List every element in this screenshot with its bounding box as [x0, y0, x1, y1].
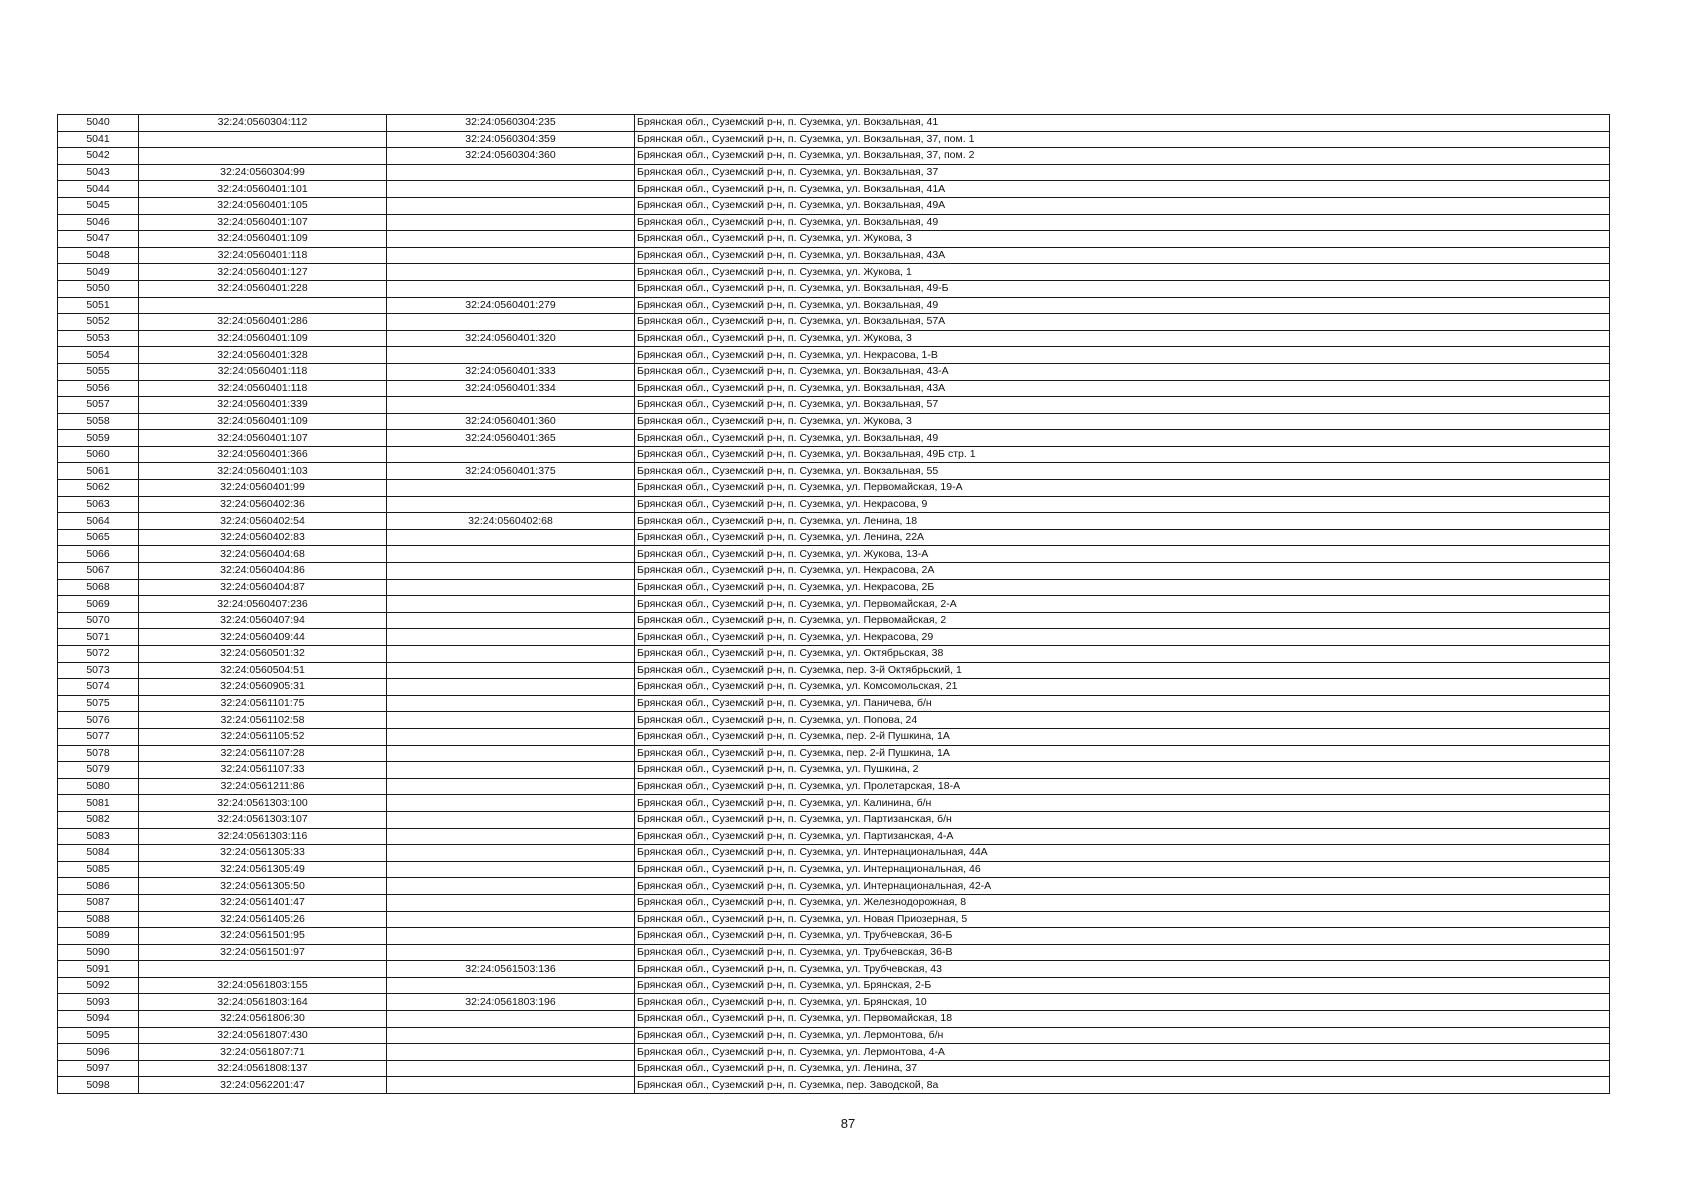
related-cadastral-number-cell: [387, 164, 635, 181]
related-cadastral-number-cell: [387, 1027, 635, 1044]
related-cadastral-number-cell: [387, 214, 635, 231]
address-cell: Брянская обл., Суземский р-н, п. Суземка, пер. 3-й Октябрьский, 1: [635, 662, 1610, 679]
related-cadastral-number-cell: [387, 762, 635, 779]
related-cadastral-number-cell: [387, 894, 635, 911]
related-cadastral-number-cell: 32:24:0560402:68: [387, 513, 635, 530]
row-number-cell: 5095: [58, 1027, 139, 1044]
cadastral-number-cell: 32:24:0561806:30: [139, 1011, 387, 1028]
related-cadastral-number-cell: [387, 679, 635, 696]
address-cell: Брянская обл., Суземский р-н, п. Суземка, ул. Партизанская, б/н: [635, 811, 1610, 828]
row-number-cell: 5048: [58, 247, 139, 264]
table-row: [58, 264, 1610, 281]
row-number-cell: 5052: [58, 314, 139, 331]
address-cell: Брянская обл., Суземский р-н, п. Суземка, ул. Вокзальная, 49А: [635, 197, 1610, 214]
related-cadastral-number-cell: [387, 1077, 635, 1094]
table-row: [58, 181, 1610, 198]
address-cell: Брянская обл., Суземский р-н, п. Суземка, ул. Вокзальная, 49: [635, 297, 1610, 314]
related-cadastral-number-cell: [387, 878, 635, 895]
address-cell: Брянская обл., Суземский р-н, п. Суземка, ул. Попова, 24: [635, 712, 1610, 729]
row-number-cell: 5087: [58, 894, 139, 911]
row-number-cell: 5072: [58, 646, 139, 663]
related-cadastral-number-cell: [387, 496, 635, 513]
cadastral-number-cell: 32:24:0560905:31: [139, 679, 387, 696]
related-cadastral-number-cell: 32:24:0560401:365: [387, 430, 635, 447]
cadastral-number-cell: 32:24:0561405:26: [139, 911, 387, 928]
related-cadastral-number-cell: [387, 347, 635, 364]
table-row: [58, 795, 1610, 812]
cadastral-number-cell: 32:24:0560401:127: [139, 264, 387, 281]
address-cell: Брянская обл., Суземский р-н, п. Суземка, ул. Лермонтова, 4-А: [635, 1044, 1610, 1061]
address-cell: Брянская обл., Суземский р-н, п. Суземка, ул. Вокзальная, 37, пом. 1: [635, 131, 1610, 148]
cadastral-number-cell: 32:24:0560401:328: [139, 347, 387, 364]
address-cell: Брянская обл., Суземский р-н, п. Суземка, ул. Вокзальная, 49Б стр. 1: [635, 446, 1610, 463]
address-cell: Брянская обл., Суземский р-н, п. Суземка, ул. Ленина, 22А: [635, 529, 1610, 546]
cadastral-number-cell: 32:24:0560402:83: [139, 529, 387, 546]
table-row: [58, 131, 1610, 148]
table-row: [58, 1044, 1610, 1061]
row-number-cell: 5044: [58, 181, 139, 198]
row-number-cell: 5093: [58, 994, 139, 1011]
related-cadastral-number-cell: [387, 231, 635, 248]
table-row: [58, 430, 1610, 447]
row-number-cell: 5077: [58, 728, 139, 745]
table-row: [58, 380, 1610, 397]
cadastral-number-cell: [139, 148, 387, 165]
cadastral-number-cell: 32:24:0560401:109: [139, 231, 387, 248]
related-cadastral-number-cell: [387, 280, 635, 297]
table-row: [58, 579, 1610, 596]
cadastral-number-cell: 32:24:0560404:68: [139, 546, 387, 563]
address-cell: Брянская обл., Суземский р-н, п. Суземка, ул. Трубчевская, 36-Б: [635, 928, 1610, 945]
row-number-cell: 5073: [58, 662, 139, 679]
row-number-cell: 5061: [58, 463, 139, 480]
address-cell: Брянская обл., Суземский р-н, п. Суземка, ул. Некрасова, 2А: [635, 563, 1610, 580]
table-row: [58, 994, 1610, 1011]
cadastral-number-cell: 32:24:0561105:52: [139, 728, 387, 745]
cadastral-number-cell: 32:24:0560404:87: [139, 579, 387, 596]
row-number-cell: 5094: [58, 1011, 139, 1028]
table-row: [58, 745, 1610, 762]
table-row: [58, 977, 1610, 994]
table-row: [58, 280, 1610, 297]
table-row: [58, 546, 1610, 563]
cadastral-number-cell: 32:24:0560409:44: [139, 629, 387, 646]
row-number-cell: 5084: [58, 845, 139, 862]
table-row: [58, 712, 1610, 729]
table-row: [58, 480, 1610, 497]
cadastral-number-cell: 32:24:0561501:95: [139, 928, 387, 945]
cadastral-number-cell: 32:24:0560402:36: [139, 496, 387, 513]
address-cell: Брянская обл., Суземский р-н, п. Суземка, ул. Лермонтова, б/н: [635, 1027, 1610, 1044]
related-cadastral-number-cell: [387, 579, 635, 596]
table-row: [58, 330, 1610, 347]
address-cell: Брянская обл., Суземский р-н, п. Суземка, ул. Вокзальная, 43-А: [635, 363, 1610, 380]
address-cell: Брянская обл., Суземский р-н, п. Суземка, пер. Заводской, 8а: [635, 1077, 1610, 1094]
cadastral-number-cell: 32:24:0561807:430: [139, 1027, 387, 1044]
address-cell: Брянская обл., Суземский р-н, п. Суземка, ул. Жукова, 3: [635, 231, 1610, 248]
table-row: [58, 397, 1610, 414]
table-row: [58, 728, 1610, 745]
address-cell: Брянская обл., Суземский р-н, п. Суземка, ул. Некрасова, 1-В: [635, 347, 1610, 364]
row-number-cell: 5083: [58, 828, 139, 845]
row-number-cell: 5096: [58, 1044, 139, 1061]
table-row: [58, 1011, 1610, 1028]
related-cadastral-number-cell: 32:24:0560401:375: [387, 463, 635, 480]
cadastral-number-cell: 32:24:0561102:58: [139, 712, 387, 729]
address-cell: Брянская обл., Суземский р-н, п. Суземка, ул. Вокзальная, 55: [635, 463, 1610, 480]
related-cadastral-number-cell: [387, 828, 635, 845]
related-cadastral-number-cell: [387, 197, 635, 214]
address-cell: Брянская обл., Суземский р-н, п. Суземка, ул. Вокзальная, 37, пом. 2: [635, 148, 1610, 165]
address-cell: Брянская обл., Суземский р-н, п. Суземка, ул. Пролетарская, 18-А: [635, 778, 1610, 795]
cadastral-number-cell: 32:24:0560401:118: [139, 247, 387, 264]
row-number-cell: 5068: [58, 579, 139, 596]
address-cell: Брянская обл., Суземский р-н, п. Суземка, ул. Некрасова, 9: [635, 496, 1610, 513]
cadastral-number-cell: 32:24:0562201:47: [139, 1077, 387, 1094]
table-row: [58, 646, 1610, 663]
related-cadastral-number-cell: 32:24:0560401:320: [387, 330, 635, 347]
table-row: [58, 529, 1610, 546]
cadastral-number-cell: 32:24:0560402:54: [139, 513, 387, 530]
table-row: [58, 563, 1610, 580]
row-number-cell: 5075: [58, 695, 139, 712]
related-cadastral-number-cell: [387, 247, 635, 264]
table-row: [58, 513, 1610, 530]
cadastral-number-cell: 32:24:0560304:112: [139, 115, 387, 132]
row-number-cell: 5080: [58, 778, 139, 795]
table-row: [58, 679, 1610, 696]
address-cell: Брянская обл., Суземский р-н, п. Суземка, ул. Жукова, 3: [635, 413, 1610, 430]
related-cadastral-number-cell: [387, 977, 635, 994]
row-number-cell: 5074: [58, 679, 139, 696]
cadastral-number-cell: 32:24:0561303:100: [139, 795, 387, 812]
related-cadastral-number-cell: [387, 480, 635, 497]
address-cell: Брянская обл., Суземский р-н, п. Суземка, ул. Вокзальная, 57А: [635, 314, 1610, 331]
address-cell: Брянская обл., Суземский р-н, п. Суземка, ул. Трубчевская, 43: [635, 961, 1610, 978]
table-row: [58, 115, 1610, 132]
cadastral-number-cell: 32:24:0561305:49: [139, 861, 387, 878]
address-cell: Брянская обл., Суземский р-н, п. Суземка, ул. Ленина, 37: [635, 1060, 1610, 1077]
cadastral-number-cell: 32:24:0561401:47: [139, 894, 387, 911]
cadastral-number-cell: 32:24:0560401:366: [139, 446, 387, 463]
related-cadastral-number-cell: 32:24:0560304:359: [387, 131, 635, 148]
cadastral-number-cell: 32:24:0561211:86: [139, 778, 387, 795]
related-cadastral-number-cell: 32:24:0561503:136: [387, 961, 635, 978]
table-row: [58, 148, 1610, 165]
cadastral-number-cell: 32:24:0560504:51: [139, 662, 387, 679]
cadastral-number-cell: 32:24:0561501:97: [139, 944, 387, 961]
address-cell: Брянская обл., Суземский р-н, п. Суземка, ул. Жукова, 13-А: [635, 546, 1610, 563]
cadastral-number-cell: 32:24:0560501:32: [139, 646, 387, 663]
related-cadastral-number-cell: [387, 546, 635, 563]
cadastral-number-cell: 32:24:0560401:101: [139, 181, 387, 198]
row-number-cell: 5049: [58, 264, 139, 281]
address-cell: Брянская обл., Суземский р-н, п. Суземка, ул. Некрасова, 29: [635, 629, 1610, 646]
address-cell: Брянская обл., Суземский р-н, п. Суземка, ул. Вокзальная, 57: [635, 397, 1610, 414]
table-row: [58, 845, 1610, 862]
cadastral-number-cell: 32:24:0560401:107: [139, 430, 387, 447]
row-number-cell: 5058: [58, 413, 139, 430]
cadastral-number-cell: [139, 961, 387, 978]
row-number-cell: 5066: [58, 546, 139, 563]
table-row: [58, 214, 1610, 231]
related-cadastral-number-cell: [387, 264, 635, 281]
row-number-cell: 5064: [58, 513, 139, 530]
address-cell: Брянская обл., Суземский р-н, п. Суземка, ул. Жукова, 3: [635, 330, 1610, 347]
property-registry-table: [57, 114, 1610, 1094]
cadastral-number-cell: 32:24:0561305:50: [139, 878, 387, 895]
related-cadastral-number-cell: [387, 629, 635, 646]
address-cell: Брянская обл., Суземский р-н, п. Суземка, ул. Жукова, 1: [635, 264, 1610, 281]
related-cadastral-number-cell: [387, 778, 635, 795]
row-number-cell: 5050: [58, 280, 139, 297]
table-row: [58, 695, 1610, 712]
related-cadastral-number-cell: [387, 712, 635, 729]
row-number-cell: 5097: [58, 1060, 139, 1077]
row-number-cell: 5081: [58, 795, 139, 812]
row-number-cell: 5070: [58, 612, 139, 629]
address-cell: Брянская обл., Суземский р-н, п. Суземка, ул. Интернациональная, 44А: [635, 845, 1610, 862]
address-cell: Брянская обл., Суземский р-н, п. Суземка, ул. Вокзальная, 49: [635, 430, 1610, 447]
cadastral-number-cell: 32:24:0560401:105: [139, 197, 387, 214]
cadastral-number-cell: 32:24:0561803:155: [139, 977, 387, 994]
table-row: [58, 629, 1610, 646]
table-row: [58, 347, 1610, 364]
cadastral-number-cell: 32:24:0561107:33: [139, 762, 387, 779]
address-cell: Брянская обл., Суземский р-н, п. Суземка, ул. Вокзальная, 49: [635, 214, 1610, 231]
related-cadastral-number-cell: 32:24:0560401:333: [387, 363, 635, 380]
row-number-cell: 5057: [58, 397, 139, 414]
table-row: [58, 363, 1610, 380]
related-cadastral-number-cell: [387, 446, 635, 463]
related-cadastral-number-cell: [387, 745, 635, 762]
row-number-cell: 5076: [58, 712, 139, 729]
address-cell: Брянская обл., Суземский р-н, п. Суземка, ул. Первомайская, 19-А: [635, 480, 1610, 497]
related-cadastral-number-cell: [387, 563, 635, 580]
cadastral-number-cell: 32:24:0560401:339: [139, 397, 387, 414]
related-cadastral-number-cell: [387, 695, 635, 712]
table-row: [58, 911, 1610, 928]
row-number-cell: 5092: [58, 977, 139, 994]
address-cell: Брянская обл., Суземский р-н, п. Суземка, пер. 2-й Пушкина, 1А: [635, 745, 1610, 762]
row-number-cell: 5065: [58, 529, 139, 546]
related-cadastral-number-cell: [387, 314, 635, 331]
table-row: [58, 197, 1610, 214]
row-number-cell: 5088: [58, 911, 139, 928]
cadastral-number-cell: 32:24:0560401:99: [139, 480, 387, 497]
row-number-cell: 5056: [58, 380, 139, 397]
row-number-cell: 5041: [58, 131, 139, 148]
cadastral-number-cell: 32:24:0561303:116: [139, 828, 387, 845]
row-number-cell: 5045: [58, 197, 139, 214]
cadastral-number-cell: 32:24:0561305:33: [139, 845, 387, 862]
address-cell: Брянская обл., Суземский р-н, п. Суземка, пер. 2-й Пушкина, 1А: [635, 728, 1610, 745]
table-row: [58, 961, 1610, 978]
row-number-cell: 5089: [58, 928, 139, 945]
related-cadastral-number-cell: [387, 861, 635, 878]
related-cadastral-number-cell: [387, 1044, 635, 1061]
table-row: [58, 612, 1610, 629]
table-row: [58, 231, 1610, 248]
address-cell: Брянская обл., Суземский р-н, п. Суземка, ул. Интернациональная, 46: [635, 861, 1610, 878]
row-number-cell: 5086: [58, 878, 139, 895]
registry-table-body: [58, 115, 1610, 1094]
row-number-cell: 5063: [58, 496, 139, 513]
row-number-cell: 5091: [58, 961, 139, 978]
row-number-cell: 5055: [58, 363, 139, 380]
related-cadastral-number-cell: [387, 728, 635, 745]
address-cell: Брянская обл., Суземский р-н, п. Суземка, ул. Новая Приозерная, 5: [635, 911, 1610, 928]
address-cell: Брянская обл., Суземский р-н, п. Суземка, ул. Первомайская, 2: [635, 612, 1610, 629]
address-cell: Брянская обл., Суземский р-н, п. Суземка, ул. Вокзальная, 43А: [635, 380, 1610, 397]
cadastral-number-cell: 32:24:0560401:107: [139, 214, 387, 231]
address-cell: Брянская обл., Суземский р-н, п. Суземка, ул. Калинина, б/н: [635, 795, 1610, 812]
address-cell: Брянская обл., Суземский р-н, п. Суземка, ул. Вокзальная, 49-Б: [635, 280, 1610, 297]
related-cadastral-number-cell: [387, 596, 635, 613]
address-cell: Брянская обл., Суземский р-н, п. Суземка, ул. Брянская, 2-Б: [635, 977, 1610, 994]
row-number-cell: 5053: [58, 330, 139, 347]
table-row: [58, 928, 1610, 945]
related-cadastral-number-cell: 32:24:0560401:334: [387, 380, 635, 397]
related-cadastral-number-cell: [387, 529, 635, 546]
address-cell: Брянская обл., Суземский р-н, п. Суземка, ул. Первомайская, 18: [635, 1011, 1610, 1028]
row-number-cell: 5079: [58, 762, 139, 779]
cadastral-number-cell: 32:24:0560401:228: [139, 280, 387, 297]
related-cadastral-number-cell: [387, 944, 635, 961]
cadastral-number-cell: 32:24:0560404:86: [139, 563, 387, 580]
address-cell: Брянская обл., Суземский р-н, п. Суземка, ул. Вокзальная, 41А: [635, 181, 1610, 198]
row-number-cell: 5043: [58, 164, 139, 181]
related-cadastral-number-cell: [387, 612, 635, 629]
page-number: 87: [840, 1116, 856, 1131]
table-row: [58, 828, 1610, 845]
table-row: [58, 1060, 1610, 1077]
row-number-cell: 5067: [58, 563, 139, 580]
table-row: [58, 247, 1610, 264]
related-cadastral-number-cell: [387, 662, 635, 679]
related-cadastral-number-cell: [387, 1060, 635, 1077]
cadastral-number-cell: 32:24:0560401:103: [139, 463, 387, 480]
row-number-cell: 5060: [58, 446, 139, 463]
table-row: [58, 762, 1610, 779]
table-row: [58, 944, 1610, 961]
cadastral-number-cell: 32:24:0561303:107: [139, 811, 387, 828]
cadastral-number-cell: 32:24:0560401:118: [139, 380, 387, 397]
cadastral-number-cell: 32:24:0560401:109: [139, 330, 387, 347]
row-number-cell: 5098: [58, 1077, 139, 1094]
row-number-cell: 5059: [58, 430, 139, 447]
table-row: [58, 1077, 1610, 1094]
address-cell: Брянская обл., Суземский р-н, п. Суземка, ул. Октябрьская, 38: [635, 646, 1610, 663]
related-cadastral-number-cell: [387, 646, 635, 663]
row-number-cell: 5054: [58, 347, 139, 364]
address-cell: Брянская обл., Суземский р-н, п. Суземка, ул. Брянская, 10: [635, 994, 1610, 1011]
address-cell: Брянская обл., Суземский р-н, п. Суземка, ул. Трубчевская, 36-В: [635, 944, 1610, 961]
address-cell: Брянская обл., Суземский р-н, п. Суземка, ул. Комсомольская, 21: [635, 679, 1610, 696]
cadastral-number-cell: 32:24:0560407:94: [139, 612, 387, 629]
address-cell: Брянская обл., Суземский р-н, п. Суземка, ул. Вокзальная, 43А: [635, 247, 1610, 264]
table-row: [58, 662, 1610, 679]
row-number-cell: 5051: [58, 297, 139, 314]
cadastral-number-cell: 32:24:0561808:137: [139, 1060, 387, 1077]
table-row: [58, 164, 1610, 181]
row-number-cell: 5042: [58, 148, 139, 165]
table-row: [58, 596, 1610, 613]
address-cell: Брянская обл., Суземский р-н, п. Суземка, ул. Интернациональная, 42-А: [635, 878, 1610, 895]
cadastral-number-cell: 32:24:0560401:118: [139, 363, 387, 380]
table-row: [58, 811, 1610, 828]
table-row: [58, 413, 1610, 430]
related-cadastral-number-cell: [387, 928, 635, 945]
related-cadastral-number-cell: 32:24:0560304:360: [387, 148, 635, 165]
table-row: [58, 496, 1610, 513]
table-row: [58, 894, 1610, 911]
related-cadastral-number-cell: [387, 795, 635, 812]
address-cell: Брянская обл., Суземский р-н, п. Суземка, ул. Паничева, б/н: [635, 695, 1610, 712]
related-cadastral-number-cell: [387, 811, 635, 828]
related-cadastral-number-cell: [387, 397, 635, 414]
row-number-cell: 5069: [58, 596, 139, 613]
related-cadastral-number-cell: [387, 845, 635, 862]
cadastral-number-cell: 32:24:0560401:109: [139, 413, 387, 430]
cadastral-number-cell: 32:24:0561803:164: [139, 994, 387, 1011]
cadastral-number-cell: 32:24:0560407:236: [139, 596, 387, 613]
table-row: [58, 297, 1610, 314]
row-number-cell: 5071: [58, 629, 139, 646]
row-number-cell: 5047: [58, 231, 139, 248]
cadastral-number-cell: 32:24:0561807:71: [139, 1044, 387, 1061]
address-cell: Брянская обл., Суземский р-н, п. Суземка, ул. Некрасова, 2Б: [635, 579, 1610, 596]
table-row: [58, 463, 1610, 480]
address-cell: Брянская обл., Суземский р-н, п. Суземка, ул. Железнодорожная, 8: [635, 894, 1610, 911]
related-cadastral-number-cell: [387, 911, 635, 928]
row-number-cell: 5090: [58, 944, 139, 961]
related-cadastral-number-cell: [387, 1011, 635, 1028]
table-row: [58, 1027, 1610, 1044]
related-cadastral-number-cell: 32:24:0560401:360: [387, 413, 635, 430]
row-number-cell: 5078: [58, 745, 139, 762]
cadastral-number-cell: 32:24:0560304:99: [139, 164, 387, 181]
table-row: [58, 446, 1610, 463]
table-row: [58, 861, 1610, 878]
related-cadastral-number-cell: 32:24:0560401:279: [387, 297, 635, 314]
row-number-cell: 5046: [58, 214, 139, 231]
row-number-cell: 5040: [58, 115, 139, 132]
address-cell: Брянская обл., Суземский р-н, п. Суземка, ул. Вокзальная, 37: [635, 164, 1610, 181]
address-cell: Брянская обл., Суземский р-н, п. Суземка, ул. Пушкина, 2: [635, 762, 1610, 779]
related-cadastral-number-cell: 32:24:0561803:196: [387, 994, 635, 1011]
row-number-cell: 5062: [58, 480, 139, 497]
address-cell: Брянская обл., Суземский р-н, п. Суземка, ул. Партизанская, 4-А: [635, 828, 1610, 845]
cadastral-number-cell: 32:24:0560401:286: [139, 314, 387, 331]
cadastral-number-cell: 32:24:0561107:28: [139, 745, 387, 762]
address-cell: Брянская обл., Суземский р-н, п. Суземка, ул. Вокзальная, 41: [635, 115, 1610, 132]
related-cadastral-number-cell: 32:24:0560304:235: [387, 115, 635, 132]
table-row: [58, 778, 1610, 795]
cadastral-number-cell: [139, 297, 387, 314]
table-row: [58, 314, 1610, 331]
row-number-cell: 5082: [58, 811, 139, 828]
table-row: [58, 878, 1610, 895]
address-cell: Брянская обл., Суземский р-н, п. Суземка, ул. Ленина, 18: [635, 513, 1610, 530]
address-cell: Брянская обл., Суземский р-н, п. Суземка, ул. Первомайская, 2-А: [635, 596, 1610, 613]
cadastral-number-cell: 32:24:0561101:75: [139, 695, 387, 712]
related-cadastral-number-cell: [387, 181, 635, 198]
cadastral-number-cell: [139, 131, 387, 148]
row-number-cell: 5085: [58, 861, 139, 878]
